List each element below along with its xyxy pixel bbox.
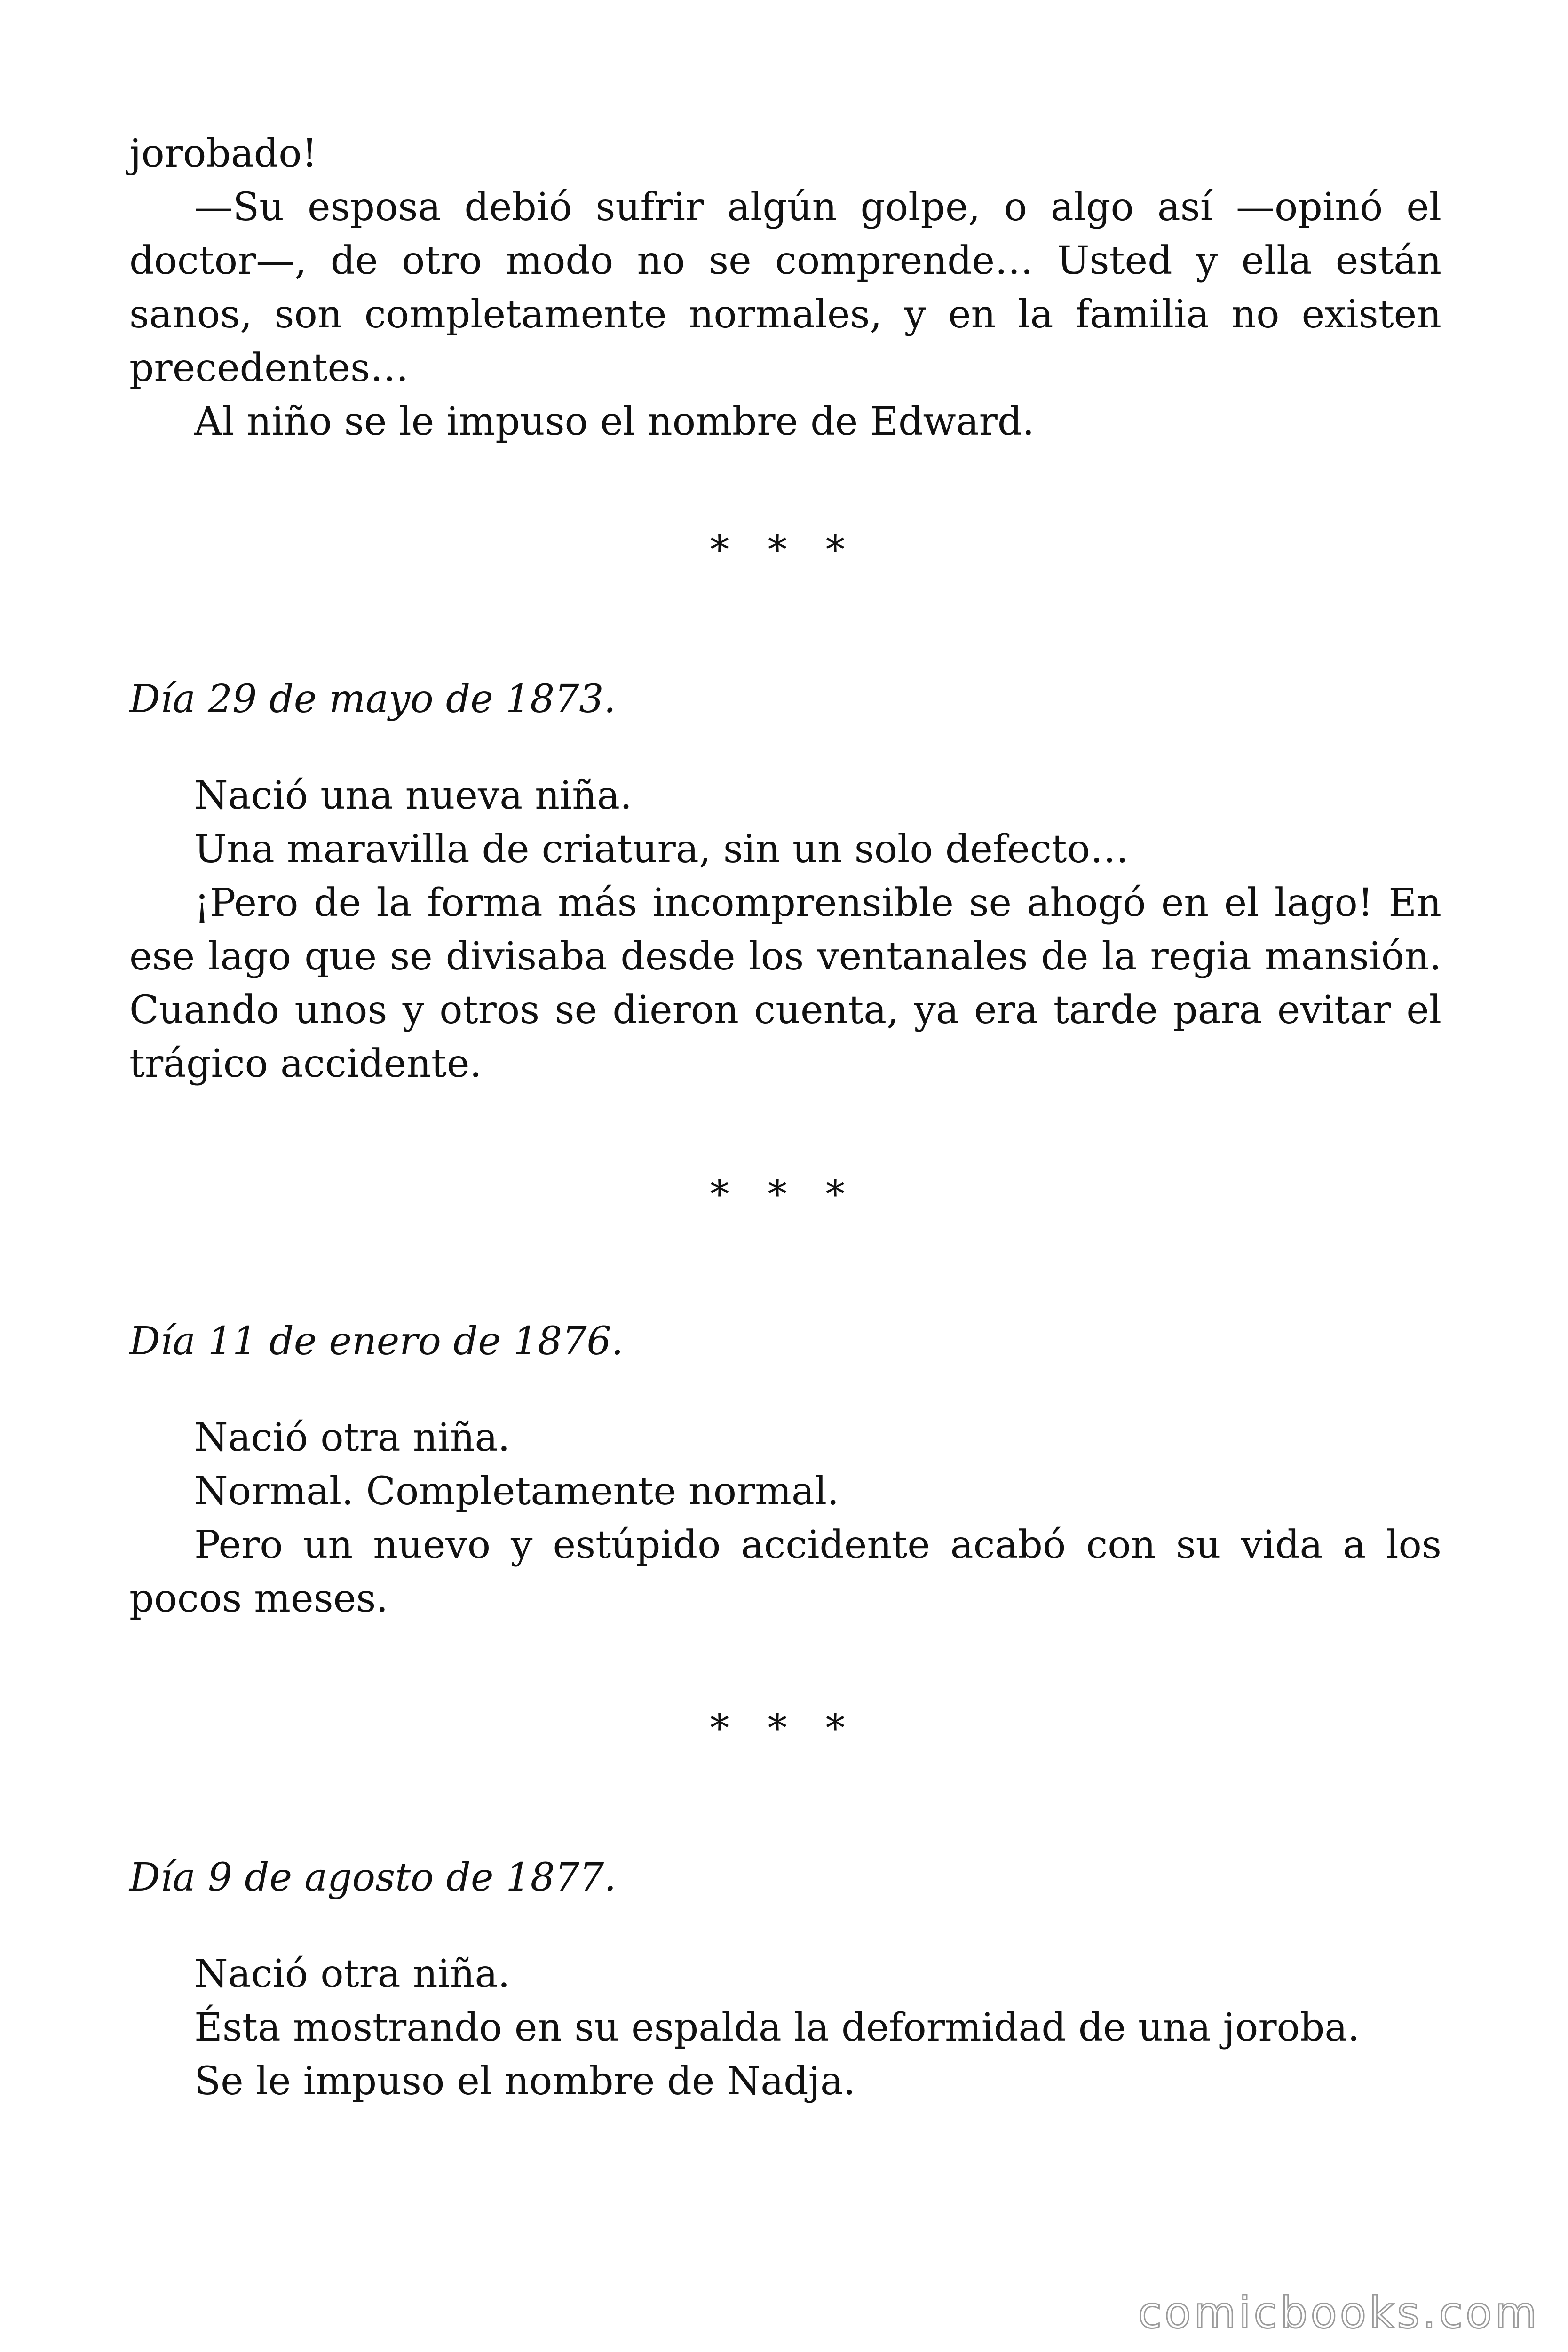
entry-1876 [129,1411,1441,1626]
paragraph: ¡Pero de la forma más incomprensible se ahogó en el lago! En ese lago que se divisaba desde los ventanales de la regia mansión. Cuando unos y otros se dieron cuenta, ya era tarde para evitar el trágico accidente. [129,881,1441,1086]
entry-1873 [129,769,1441,1091]
paragraph: Nació otra niña. [194,1415,510,1460]
entry-1877 [129,1947,1441,2108]
paragraph: Pero un nuevo y estúpido accidente acabó con su vida a los pocos meses. [129,1523,1441,1621]
section-separator: * * * [710,528,858,572]
watermark: comicbooks.com [1138,2288,1540,2338]
paragraph: Una maravilla de criatura, sin un solo defecto… [194,827,1129,872]
date-heading: Día 9 de agosto de 1877. [129,1855,617,1900]
paragraph: Nació otra niña. [194,1952,510,1996]
paragraph: —Su esposa debió sufrir algún golpe, o algo así —opinó el doctor—, de otro modo no se comprende… Usted y ella están sanos, son completamente normales, y en la familia no existen precedentes… [129,185,1441,390]
paragraph: Se le impuso el nombre de Nadja. [194,2059,856,2104]
paragraph: Normal. Completamente normal. [194,1469,839,1514]
section-separator: * * * [710,1172,858,1217]
paragraph: Nació una nueva niña. [194,773,633,818]
opening-passage [129,127,1441,449]
paragraph: jorobado! [129,131,317,176]
paragraph: Al niño se le impuso el nombre de Edward. [194,399,1035,444]
date-heading: Día 29 de mayo de 1873. [129,677,616,722]
paragraph: Ésta mostrando en su espalda la deformidad de una joroba. [194,2005,1360,2050]
date-heading: Día 11 de enero de 1876. [129,1319,624,1364]
section-separator: * * * [710,1706,858,1751]
